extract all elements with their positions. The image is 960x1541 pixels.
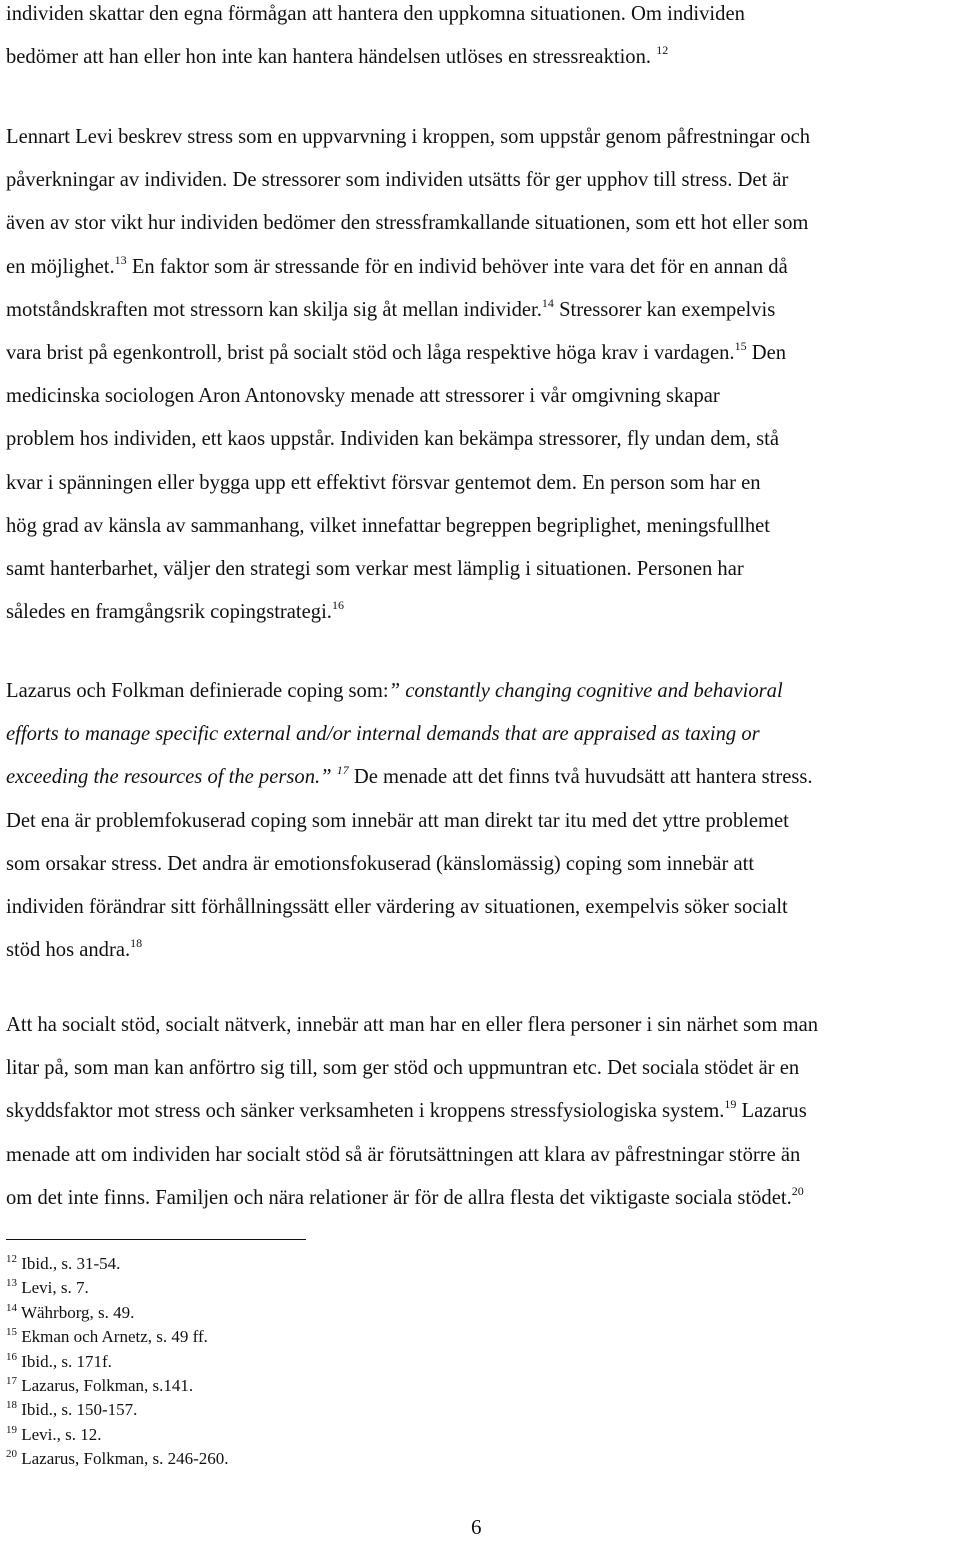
italic-quote: exceeding the resources of the person.” [6,766,337,789]
footnote-item [6,1447,229,1471]
line-text: Att ha socialt stöd, socialt nätverk, innebär att man har en eller flera personer i sin närhet som man [6,1014,819,1036]
footnote-ref: 13 [114,252,127,267]
footnote-item [6,1374,229,1398]
text-line [6,36,956,79]
footnote-ref: 12 [656,43,669,58]
footnote-ref: 20 [791,1183,804,1198]
footnote-text: Lazarus, Folkman, s. 246-260. [17,1449,229,1469]
line-text: motståndskraften mot stressorn kan skilja sig åt mellan individer. [6,298,542,321]
line-text: Den [746,342,787,365]
line-text: Lazarus [736,1100,807,1123]
text-line [6,505,956,548]
footnote-ref: 18 [130,936,143,951]
line-text: individen förändrar sitt förhållningssätt eller värdering av situationen, exempelvis söker socialt [6,896,788,919]
text-line [6,116,956,159]
page-number: 6 [471,1515,482,1539]
footnote-item [6,1276,229,1300]
footnote-text: Levi., s. 12. [17,1424,102,1444]
footnote-number: 17 [6,1375,17,1388]
footnote-number: 16 [6,1350,17,1363]
line-text: problem hos individen, ett kaos uppstår. Individen kan bekämpa stressorer, fly undan dem, stå [6,428,779,451]
paragraph-levi-stress [6,116,956,634]
footnote-number: 14 [6,1301,17,1314]
line-text: således en framgångsrik copingstrategi. [6,601,332,624]
text-line [6,332,956,375]
paragraph-stress-appraisal [6,0,956,79]
footnote-item [6,1301,229,1325]
line-text: om det inte finns. Familjen och nära relationer är för de allra flesta det viktigaste sociala stödet. [6,1186,792,1209]
footnote-ref: 17 [336,763,349,778]
text-line [6,1047,956,1090]
line-text: även av stor vikt hur individen bedömer den stressframkallande situationen, som ett hot eller som [6,212,809,235]
text-line [6,548,956,591]
line-text: En faktor som är stressande för en individ behöver inte vara det för en annan då [126,255,788,278]
line-text: Stressorer kan exempelvis [553,298,776,321]
text-line [6,1004,956,1047]
footnote-text: Ibid., s. 31-54. [17,1254,121,1273]
footnote-text: Ekman och Arnetz, s. 49 ff. [17,1327,208,1347]
text-line [6,202,956,245]
footnote-ref: 15 [734,339,747,354]
text-line [6,375,956,418]
footnote-item [6,1252,229,1276]
text-line [6,1134,956,1177]
line-text: vara brist på egenkontroll, brist på socialt stöd och låga respektive höga krav i vardagen. [6,342,735,365]
footnote-number: 12 [6,1253,17,1265]
text-line [6,0,956,36]
line-text: som orsakar stress. Det andra är emotionsfokuserad (känslomässig) coping som innebär att [6,852,755,875]
line-text: Lennart Levi beskrev stress som en uppvarvning i kroppen, som uppstår genom påfrestningar och [6,126,811,148]
paragraph-lazarus-coping [6,670,956,972]
footnote-text: Levi, s. 7. [17,1278,89,1298]
text-line [6,713,956,756]
text-line [6,886,956,929]
line-text: påverkningar av individen. De stressorer som individen utsätts för ger upphov till stress. Det är [6,169,789,192]
text-line [6,756,956,799]
text-line [6,929,956,972]
text-line [6,670,956,713]
italic-quote: efforts to manage specific external and/or internal demands that are appraised as taxing or [6,723,760,746]
footnote-text: Lazarus, Folkman, s.141. [17,1376,194,1396]
line-text: skyddsfaktor mot stress och sänker verksamheten i kroppens stressfysiologiska system. [6,1100,725,1123]
footnote-number: 18 [6,1399,17,1412]
footnote-ref: 16 [331,598,344,613]
footnote-item [6,1398,229,1422]
line-text: De menade att det finns två huvudsätt att hantera stress. [348,766,813,789]
footnote-text: Währborg, s. 49. [17,1302,135,1322]
footnote-item [6,1350,229,1374]
italic-quote: ” constantly changing cognitive and behavioral [388,680,783,702]
text-line [6,1090,956,1133]
paragraph-social-support [6,1004,956,1220]
footnote-ref: 19 [724,1097,737,1112]
footnotes [6,1252,229,1472]
text-line [6,462,956,505]
line-text: Det ena är problemfokuserad coping som innebär att man direkt tar itu med det yttre problemet [6,809,789,832]
text-line [6,418,956,461]
footnote-text: Ibid., s. 150-157. [17,1400,138,1420]
line-text: en möjlighet. [6,255,115,278]
footnote-number: 13 [6,1277,17,1290]
text-line [6,843,956,886]
line-text: individen skattar den egna förmågan att hantera den uppkomna situationen. Om individen [6,3,745,25]
text-line [6,246,956,289]
footnote-separator [6,1239,306,1240]
text-line [6,591,956,634]
line-text: litar på, som man kan anförtro sig till, som ger stöd och uppmuntran etc. Det sociala stödet är en [6,1057,800,1080]
footnote-item [6,1325,229,1349]
line-text: samt hanterbarhet, väljer den strategi som verkar mest lämplig i situationen. Personen har [6,558,744,581]
footnote-text: Ibid., s. 171f. [17,1351,112,1371]
line-text: Lazarus och Folkman definierade coping som: [6,680,389,702]
text-line [6,289,956,332]
line-text: bedömer att han eller hon inte kan hantera händelsen utlöses en stressreaktion. [6,46,657,69]
line-text: menade att om individen har socialt stöd så är förutsättningen att klara av påfrestningar större än [6,1143,801,1166]
footnote-number: 20 [6,1448,17,1461]
text-line [6,800,956,843]
line-text: hög grad av känsla av sammanhang, vilket innefattar begreppen begriplighet, meningsfullhet [6,514,771,537]
text-line [6,1177,956,1220]
footnote-item [6,1423,229,1447]
text-line [6,159,956,202]
line-text: kvar i spänningen eller bygga upp ett effektivt försvar gentemot dem. En person som har en [6,471,761,494]
footnote-number: 19 [6,1423,17,1436]
footnote-number: 15 [6,1326,17,1339]
line-text: medicinska sociologen Aron Antonovsky menade att stressorer i vår omgivning skapar [6,385,720,408]
line-text: stöd hos andra. [6,939,131,962]
footnote-ref: 14 [541,295,554,310]
